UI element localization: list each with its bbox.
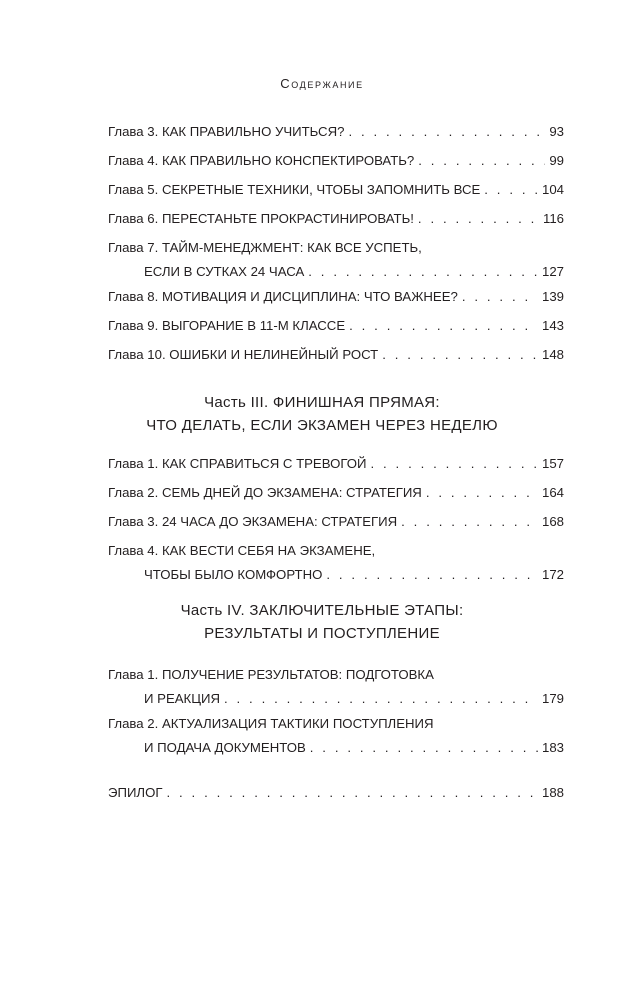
entry-title: Глава 8. МОТИВАЦИЯ И ДИСЦИПЛИНА: ЧТО ВАЖНЕЕ? <box>108 289 458 304</box>
leader-dots <box>348 120 545 144</box>
part-heading <box>0 600 644 646</box>
toc-entry <box>108 481 564 505</box>
entry-title: Глава 5. СЕКРЕТНЫЕ ТЕХНИКИ, ЧТОБЫ ЗАПОМНИТЬ ВСЕ <box>108 182 481 197</box>
leader-dots <box>224 687 538 711</box>
toc-entry <box>108 178 564 202</box>
toc-entry <box>108 149 564 173</box>
entry-title: Глава 10. ОШИБКИ И НЕЛИНЕЙНЫЙ РОСТ <box>108 347 379 362</box>
entry-title-continued: ЧТОБЫ БЫЛО КОМФОРТНО <box>144 567 323 582</box>
leader-dots <box>382 343 538 367</box>
leader-dots <box>484 178 538 202</box>
entry-title: Глава 9. ВЫГОРАНИЕ В 11-М КЛАССЕ <box>108 318 346 333</box>
page-number: 183 <box>541 740 564 755</box>
page-number: 168 <box>541 514 564 529</box>
part-title-line1: Часть IV. ЗАКЛЮЧИТЕЛЬНЫЕ ЭТАПЫ: <box>180 602 464 619</box>
entry-title: Глава 1. ПОЛУЧЕНИЕ РЕЗУЛЬТАТОВ: ПОДГОТОВКА <box>108 667 434 682</box>
page-number: 116 <box>542 211 564 226</box>
leader-dots <box>308 260 538 284</box>
toc-entry <box>108 539 564 587</box>
page-number: 188 <box>541 785 564 800</box>
entry-title: Глава 1. КАК СПРАВИТЬСЯ С ТРЕВОГОЙ <box>108 456 367 471</box>
page-number: 164 <box>541 485 564 500</box>
entry-title: Глава 3. 24 ЧАСА ДО ЭКЗАМЕНА: СТРАТЕГИЯ <box>108 514 398 529</box>
leader-dots <box>167 781 538 805</box>
running-head: Содержание <box>280 76 364 91</box>
page-number: 93 <box>549 124 564 139</box>
toc-entry <box>108 120 564 144</box>
page-number: 179 <box>541 691 564 706</box>
toc-entry-epilogue <box>108 781 564 805</box>
page-number: 157 <box>541 456 564 471</box>
entry-title-continued: И ПОДАЧА ДОКУМЕНТОВ <box>144 740 306 755</box>
leader-dots <box>418 207 539 231</box>
leader-dots <box>310 736 538 760</box>
toc-entry <box>108 314 564 338</box>
entry-title-continued: И РЕАКЦИЯ <box>144 691 220 706</box>
toc-entry <box>108 510 564 534</box>
leader-dots <box>426 481 538 505</box>
part-title-line2: РЕЗУЛЬТАТЫ И ПОСТУПЛЕНИЕ <box>204 625 440 642</box>
entry-title: Глава 2. СЕМЬ ДНЕЙ ДО ЭКЗАМЕНА: СТРАТЕГИЯ <box>108 485 422 500</box>
entry-title: Глава 4. КАК ВЕСТИ СЕБЯ НА ЭКЗАМЕНЕ, <box>108 543 376 558</box>
leader-dots <box>401 510 538 534</box>
page-number: 99 <box>549 153 564 168</box>
page-number: 127 <box>541 264 564 279</box>
page-number: 139 <box>541 289 564 304</box>
page-number: 104 <box>541 182 564 197</box>
toc-entry <box>108 452 564 476</box>
leader-dots <box>462 285 538 309</box>
toc-entry <box>108 663 564 711</box>
toc-entry <box>108 712 564 760</box>
toc-entry <box>108 207 564 231</box>
leader-dots <box>370 452 538 476</box>
entry-title: Глава 6. ПЕРЕСТАНЬТЕ ПРОКРАСТИНИРОВАТЬ! <box>108 211 414 226</box>
part-title-line1: Часть III. ФИНИШНАЯ ПРЯМАЯ: <box>204 394 440 411</box>
part-title-line2: ЧТО ДЕЛАТЬ, ЕСЛИ ЭКЗАМЕН ЧЕРЕЗ НЕДЕЛЮ <box>146 417 498 434</box>
leader-dots <box>418 149 545 173</box>
page-number: 172 <box>541 567 564 582</box>
entry-title: Глава 2. АКТУАЛИЗАЦИЯ ТАКТИКИ ПОСТУПЛЕНИЯ <box>108 716 434 731</box>
entry-title: ЭПИЛОГ <box>108 785 163 800</box>
entry-title: Глава 3. КАК ПРАВИЛЬНО УЧИТЬСЯ? <box>108 124 345 139</box>
leader-dots <box>326 563 538 587</box>
entry-title: Глава 7. ТАЙМ-МЕНЕДЖМЕНТ: КАК ВСЕ УСПЕТЬ, <box>108 240 422 255</box>
page-number: 148 <box>541 347 564 362</box>
leader-dots <box>349 314 538 338</box>
page-number: 143 <box>541 318 564 333</box>
toc-entry <box>108 236 564 284</box>
entry-title: Глава 4. КАК ПРАВИЛЬНО КОНСПЕКТИРОВАТЬ? <box>108 153 415 168</box>
entry-title-continued: ЕСЛИ В СУТКАХ 24 ЧАСА <box>144 264 305 279</box>
toc-entry <box>108 343 564 367</box>
part-heading <box>0 392 644 438</box>
toc-entry <box>108 285 564 309</box>
